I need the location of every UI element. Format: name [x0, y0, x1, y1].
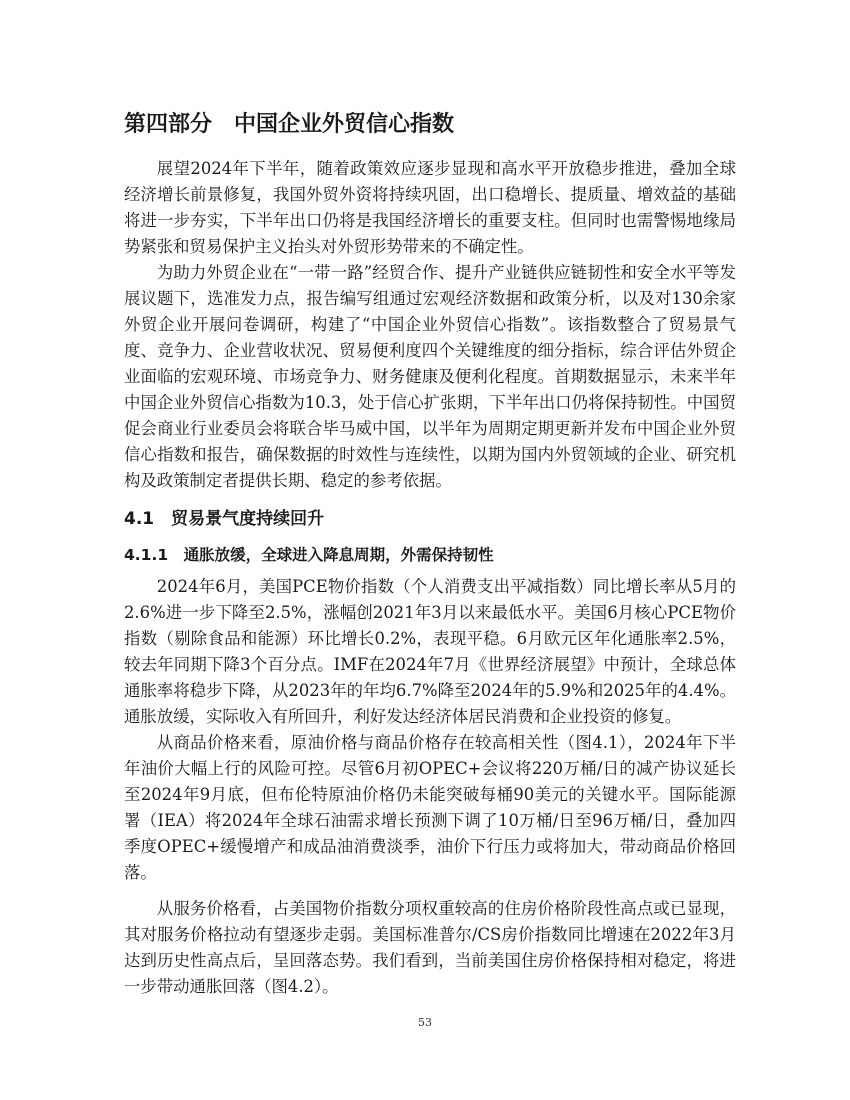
page-number: 53	[418, 1016, 432, 1029]
page-content	[124, 108, 736, 1000]
part-title: 第四部分 中国企业外贸信心指数	[124, 112, 455, 137]
paragraph: 从商品价格来看，原油价格与商品价格存在较高相关性（图4.1），2024年下半年油价大幅上行的风险可控。尽管6月初OPEC+会议将220万桶/日的减产协议延长至2024年9月底，但布伦特原油价格仍未能突破每桶90美元的关键水平。国际能源署（IEA）将2024年全球石油需求增长预测下调了10万桶/日至96万桶/日，叠加四季度OPEC+缓慢增产和成品油消费淡季，油价下行压力或将加大，带动商品价格回落。	[124, 733, 736, 882]
paragraph: 从服务价格看，占美国物价指数分项权重较高的住房价格阶段性高点或已显现，其对服务价格拉动有望逐步走弱。美国标准普尔/CS房价指数同比增速在2022年3月达到历史性高点后，呈回落态势。我们看到，当前美国住房价格保持相对稳定，将进一步带动通胀回落（图4.2）。	[124, 899, 736, 996]
paragraph: 为助力外贸企业在“一带一路”经贸合作、提升产业链供应链韧性和安全水平等发展议题下，选准发力点，报告编写组通过宏观经济数据和政策分析，以及对130余家外贸企业开展问卷调研，构建了“中国企业外贸信心指数”。该指数整合了贸易景气度、竞争力、企业营收状况、贸易便利度四个关键维度的细分指标，综合评估外贸企业面临的宏观环境、市场竞争力、财务健康及便利化程度。首期数据显示，未来半年中国企业外贸信心指数为10.3，处于信心扩张期，下半年出口仍将保持韧性。中国贸促会商业行业委员会将联合毕马威中国，以半年为周期定期更新并发布中国企业外贸信心指数和报告，确保数据的时效性与连续性，以期为国内外贸领域的企业、研究机构及政策制定者提供长期、稳定的参考依据。	[124, 263, 736, 490]
section-heading: 4.1 贸易景气度持续回升	[124, 509, 325, 529]
paragraph: 2024年6月，美国PCE物价指数（个人消费支出平减指数）同比增长率从5月的2.6%进一步下降至2.5%，涨幅创2021年3月以来最低水平。美国6月核心PCE物价指数（剔除食品和能源）环比增长0.2%，表现平稳。6月欧元区年化通胀率2.5%，较去年同期下降3个百分点。IMF在2024年7月《世界经济展望》中预计，全球总体通胀率将稳步下降，从2023年的年均6.7%降至2024年的5.9%和2025年的4.4%。通胀放缓，实际收入有所回升，利好发达经济体居民消费和企业投资的修复。	[124, 577, 736, 726]
paragraph: 展望2024年下半年，随着政策效应逐步显现和高水平开放稳步推进，叠加全球经济增长前景修复，我国外贸外资将持续巩固，出口稳增长、提质量、增效益的基础将进一步夯实，下半年出口仍将是我国经济增长的重要支柱。但同时也需警惕地缘局势紧张和贸易保护主义抬头对外贸形势带来的不确定性。	[124, 159, 736, 256]
subsection-heading: 4.1.1 通胀放缓，全球进入降息周期，外需保持韧性	[124, 546, 494, 564]
